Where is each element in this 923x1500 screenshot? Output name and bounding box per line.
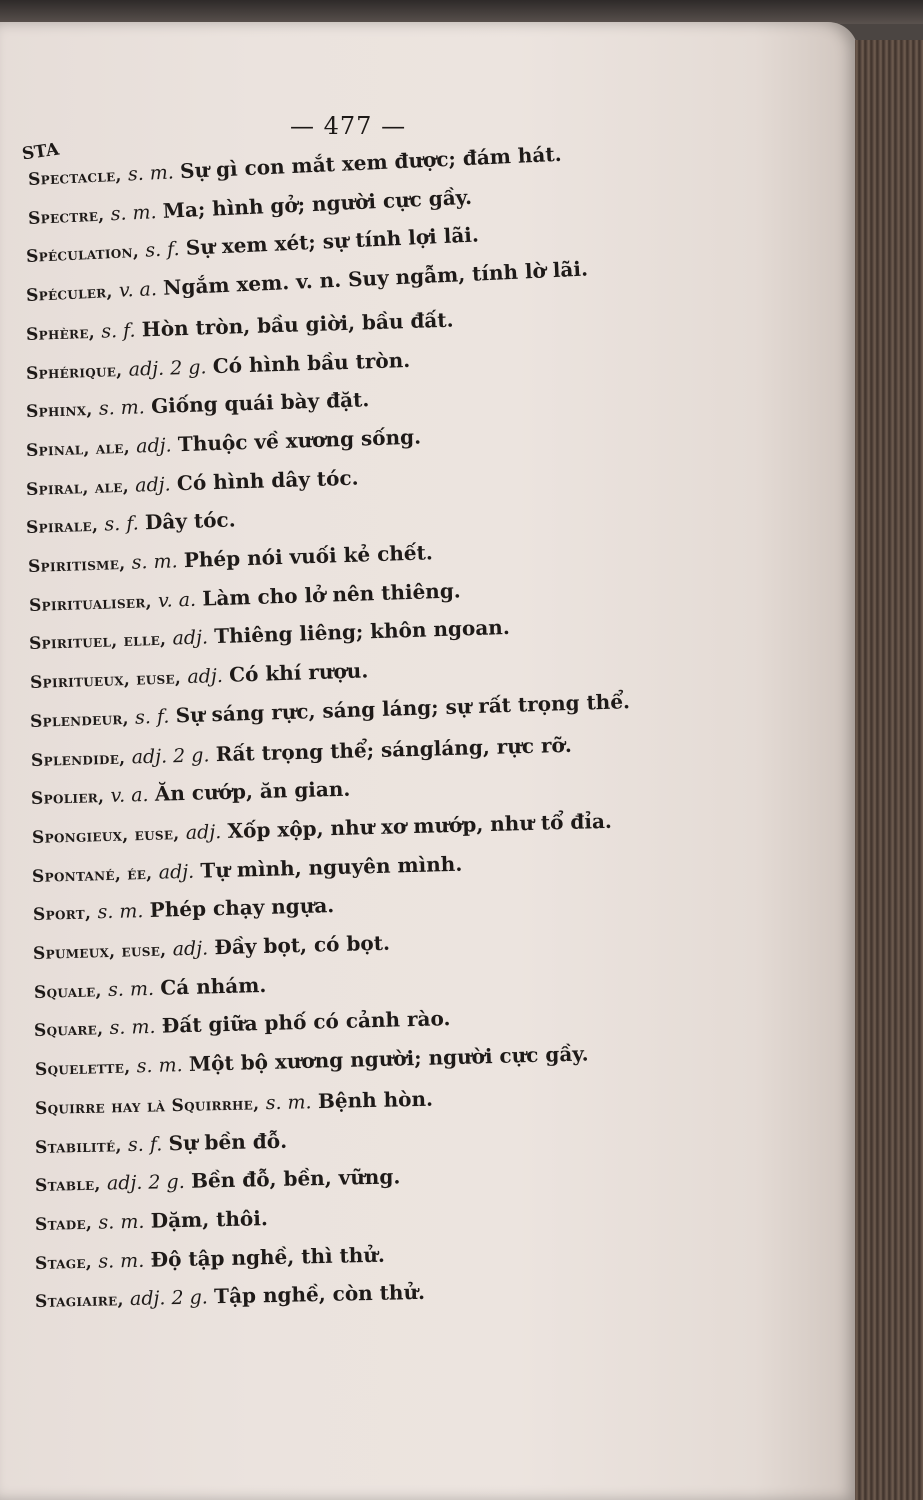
definition: Ma; hình gở; người cực gầy. [162,184,473,223]
headword: Sphérique, [25,360,123,384]
headword: Stade, [34,1213,93,1235]
definition: Ăn cướp, ăn gian. [154,776,351,806]
headword: Squirre hay là Squirrhe, [34,1094,260,1119]
definition: Tập nghề, còn thử. [213,1280,426,1309]
grammar-label: adj. 2 g. [130,743,210,768]
dictionary-entry [32,893,334,925]
grammar-label: s. m. [107,977,154,1001]
headword: Spiral, ale, [25,476,130,500]
headword: Squale, [33,980,102,1003]
dictionary-entry [26,347,411,383]
grammar-label: s. f. [144,238,181,262]
definition: Phép nói vuối kẻ chết. [183,540,434,573]
dictionary-entry [31,777,351,809]
headword: Spolier, [30,787,105,810]
page-number: — 477 — [290,112,407,140]
grammar-label: s. m. [110,200,158,225]
dictionary-entry [30,689,631,732]
headword: Sphère, [25,322,96,345]
definition: Cá nhám. [159,972,267,1000]
headword: Spiritueux, euse, [29,668,181,694]
grammar-label: s. m. [98,396,146,420]
dictionary-entry [33,973,266,1003]
grammar-label: adj. [134,473,171,497]
grammar-label: adj. [172,626,209,650]
definition: Thiêng liêng; khôn ngoan. [213,615,511,649]
grammar-label: adj. [186,665,223,689]
grammar-label: adj. 2 g. [129,1286,209,1311]
grammar-label: s. m. [109,1016,156,1040]
dictionary-entry [27,185,472,229]
grammar-label: adj. [135,434,172,458]
definition: Một bộ xương người; người cực gầy. [188,1041,589,1077]
dictionary-entry [26,387,370,422]
dictionary-entry [29,658,368,693]
grammar-label: s. m. [98,1249,145,1273]
dictionary-entry [28,578,460,616]
definition: Làm cho lở nên thiêng. [201,578,461,611]
dictionary-entry [31,809,611,848]
grammar-label: adj. [158,860,195,884]
definition: Bệnh hòn. [317,1086,434,1113]
grammar-label: v. a. [118,278,158,302]
grammar-label: s. m. [265,1091,312,1114]
headword: Spectacle, [27,165,123,190]
dictionary-entry [32,851,463,886]
grammar-label: s. f. [127,1132,163,1156]
headword: Spongieux, euse, [31,824,180,848]
grammar-label: s. f. [134,705,170,729]
headword: Spiritisme, [27,553,126,577]
grammar-label: adj. 2 g. [128,355,207,381]
grammar-label: s. m. [127,161,175,186]
dictionary-entry [34,1006,451,1041]
definition: Có khí rượu. [228,658,369,687]
dictionary-entry [25,257,588,306]
grammar-label: v. a. [110,784,149,808]
grammar-label: s. m. [98,1210,145,1234]
headword: Spirale, [25,516,99,539]
definition: Đầy bọt, có bọt. [214,930,391,960]
guide-word: STA [20,139,61,165]
definition: Ngắm xem. v. n. Suy ngẫm, tính lờ lãi. [162,256,589,300]
definition: Đất giữa phố có cảnh rào. [161,1006,451,1039]
dictionary-entry [25,223,479,268]
definition: Tự mình, nguyên mình. [200,851,463,883]
headword: Squelette, [34,1057,131,1081]
page-edges [855,40,923,1500]
grammar-label: s. m. [131,550,178,574]
headword: Sport, [32,903,91,926]
headword: Spectre, [27,205,105,229]
definition: Thuộc về xương sống. [177,424,422,457]
dictionary-entry [35,1206,268,1235]
definition: Phép chạy ngựa. [148,893,335,923]
dictionary-entry [28,540,433,577]
grammar-label: s. m. [96,900,144,924]
definition: Rất trọng thể; sángláng, rực rỡ. [214,732,572,766]
dictionary-entry [26,508,236,539]
headword: Spiritualiser, [28,591,152,616]
headword: Splendide, [30,748,126,771]
headword: Stabilité, [34,1135,122,1158]
dictionary-entry [35,1086,433,1118]
definition: Sự bền đỗ. [168,1128,288,1155]
definition: Có hình dây tóc. [176,465,359,495]
grammar-label: adj. 2 g. [106,1171,185,1195]
dictionary-entry [35,1242,385,1273]
dictionary-entry [26,465,359,499]
definition: Sự gì con mắt xem được; đám hát. [179,141,563,184]
definition: Bền đỗ, bền, vững. [190,1164,401,1193]
definition: Sự xem xét; sự tính lợi lãi. [185,222,480,261]
grammar-label: adj. [172,937,209,961]
dictionary-entry [33,931,391,964]
headword: Spéculation, [25,242,140,268]
dictionary-entry [27,142,562,190]
dictionary-entry [26,424,422,460]
grammar-label: s. f. [100,319,136,343]
headword: Square, [33,1019,104,1042]
grammar-label: s. m. [135,1054,183,1078]
grammar-label: s. f. [104,512,140,536]
headword: Spumeux, euse, [32,940,167,964]
definition: Xốp xộp, như xơ mướp, như tổ đỉa. [226,808,612,843]
grammar-label: v. a. [157,588,196,612]
headword: Spirituel, elle, [28,630,167,655]
definition: Dây tóc. [144,507,236,535]
headword: Stagiaire, [34,1290,124,1313]
dictionary-entry [30,732,571,770]
dictionary-entry [26,307,454,344]
headword: Spontané, ée, [31,863,153,887]
dictionary-entry [35,1280,425,1312]
headword: Stable, [34,1174,101,1197]
definition: Dặm, thôi. [150,1206,269,1233]
dictionary-entry [29,615,510,654]
dictionary-entry [34,1042,588,1080]
definition: Độ tập nghề, thì thử. [150,1242,386,1272]
headword: Stage, [34,1252,93,1274]
dictionary-entry [35,1165,401,1197]
headword: Spéculer, [25,282,114,307]
definition: Hòn tròn, bầu giời, bầu đất. [141,307,454,342]
headword: Spinal, ale, [25,437,131,461]
headword: Sphinx, [25,400,93,423]
headword: Splendeur, [29,708,130,732]
dictionary-entry [35,1128,288,1157]
definition: Sự sáng rực, sáng láng; sự rất trọng thể. [175,688,631,728]
grammar-label: adj. [185,820,222,844]
definition: Giống quái bày đặt. [150,387,370,419]
definition: Có hình bầu tròn. [212,347,411,378]
